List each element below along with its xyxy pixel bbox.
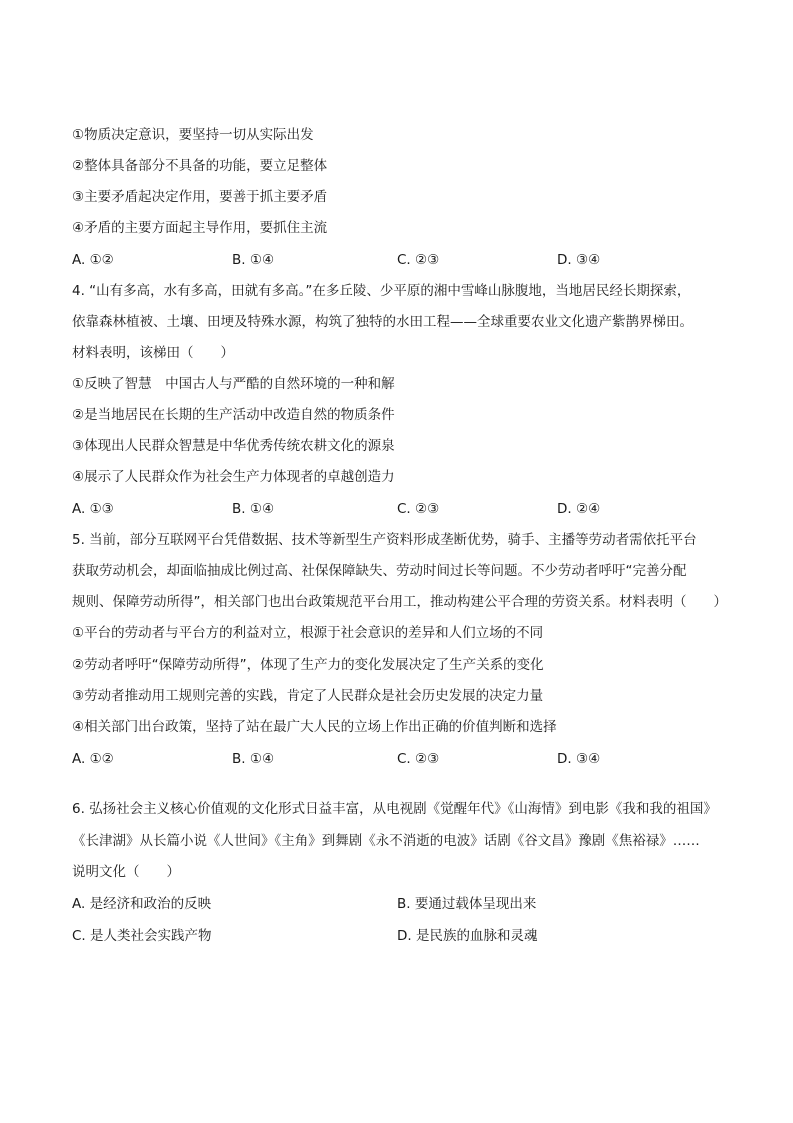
q4-stem-line-1: 4. “山有多高，水有多高，田就有多高。”在多丘陵、少平原的湘中雪峰山脉腹地，当地居民经长期探索， xyxy=(72,283,691,299)
q3-option-b: B. ①④ xyxy=(232,252,275,268)
q4-option-b: B. ①④ xyxy=(232,501,275,517)
q3-item-2: ②整体具备部分不具备的功能，要立足整体 xyxy=(72,158,328,174)
q5-option-d: D. ③④ xyxy=(557,751,601,767)
q5-stem-line-3: 规则、保障劳动所得”，相关部门也出台政策规范平台用工，推动构建公平合理的劳资关系。材料表明（ ） xyxy=(72,594,727,610)
q4-stem-line-3: 材料表明，该梯田（ ） xyxy=(72,345,234,361)
q6-stem-line-2: 《长津湖》从长篇小说《人世间》《主角》到舞剧《永不消逝的电波》话剧《谷文昌》豫剧《焦裕禄》…… xyxy=(72,833,700,849)
q4-option-d: D. ②④ xyxy=(557,501,601,517)
q5-item-2: ②劳动者呼吁“保障劳动所得”，体现了生产力的变化发展决定了生产关系的变化 xyxy=(72,657,544,673)
q5-stem-line-1: 5. 当前，部分互联网平台凭借数据、技术等新型生产资料形成垄断优势，骑手、主播等劳动者需依托平台 xyxy=(72,532,697,548)
q4-stem-line-2: 依靠森林植被、土壤、田埂及特殊水源，构筑了独特的水田工程——全球重要农业文化遗产紫鹊界梯田。 xyxy=(72,314,693,330)
q3-item-1: ①物质决定意识，要坚持一切从实际出发 xyxy=(72,127,314,143)
q6-option-c: C. 是人类社会实践产物 xyxy=(72,928,212,944)
q4-option-c: C. ②③ xyxy=(397,501,440,517)
q5-item-4: ④相关部门出台政策，坚持了站在最广大人民的立场上作出正确的价值判断和选择 xyxy=(72,719,557,735)
q3-option-d: D. ③④ xyxy=(557,252,601,268)
q3-item-3: ③主要矛盾起决定作用，要善于抓主要矛盾 xyxy=(72,189,328,205)
q6-option-b: B. 要通过载体呈现出来 xyxy=(397,896,537,912)
q5-stem-line-2: 获取劳动机会，却面临抽成比例过高、社保保障缺失、劳动时间过长等问题。不少劳动者呼吁“完善分配 xyxy=(72,563,687,579)
q6-stem-line-3: 说明文化（ ） xyxy=(72,864,180,880)
q5-option-b: B. ①④ xyxy=(232,751,275,767)
q5-option-c: C. ②③ xyxy=(397,751,440,767)
q3-option-a: A. ①② xyxy=(72,252,114,268)
q5-option-a: A. ①② xyxy=(72,751,114,767)
q3-item-4: ④矛盾的主要方面起主导作用，要抓住主流 xyxy=(72,220,328,236)
q4-item-3: ③体现出人民群众智慧是中华优秀传统农耕文化的源泉 xyxy=(72,438,395,454)
q6-stem-line-1: 6. 弘扬社会主义核心价值观的文化形式日益丰富，从电视剧《觉醒年代》《山海情》到电影《我和我的祖国》 xyxy=(72,801,717,817)
q6-option-d: D. 是民族的血脉和灵魂 xyxy=(397,928,538,944)
q4-option-a: A. ①③ xyxy=(72,501,114,517)
q4-item-2: ②是当地居民在长期的生产活动中改造自然的物质条件 xyxy=(72,407,395,423)
q3-option-c: C. ②③ xyxy=(397,252,440,268)
q5-item-3: ③劳动者推动用工规则完善的实践，肯定了人民群众是社会历史发展的决定力量 xyxy=(72,688,544,704)
q5-item-1: ①平台的劳动者与平台方的利益对立，根源于社会意识的差异和人们立场的不同 xyxy=(72,625,544,641)
q4-item-1: ①反映了智慧 中国古人与严酷的自然环境的一种和解 xyxy=(72,376,395,392)
q4-item-4: ④展示了人民群众作为社会生产力体现者的卓越创造力 xyxy=(72,469,395,485)
q6-option-a: A. 是经济和政治的反映 xyxy=(72,896,212,912)
